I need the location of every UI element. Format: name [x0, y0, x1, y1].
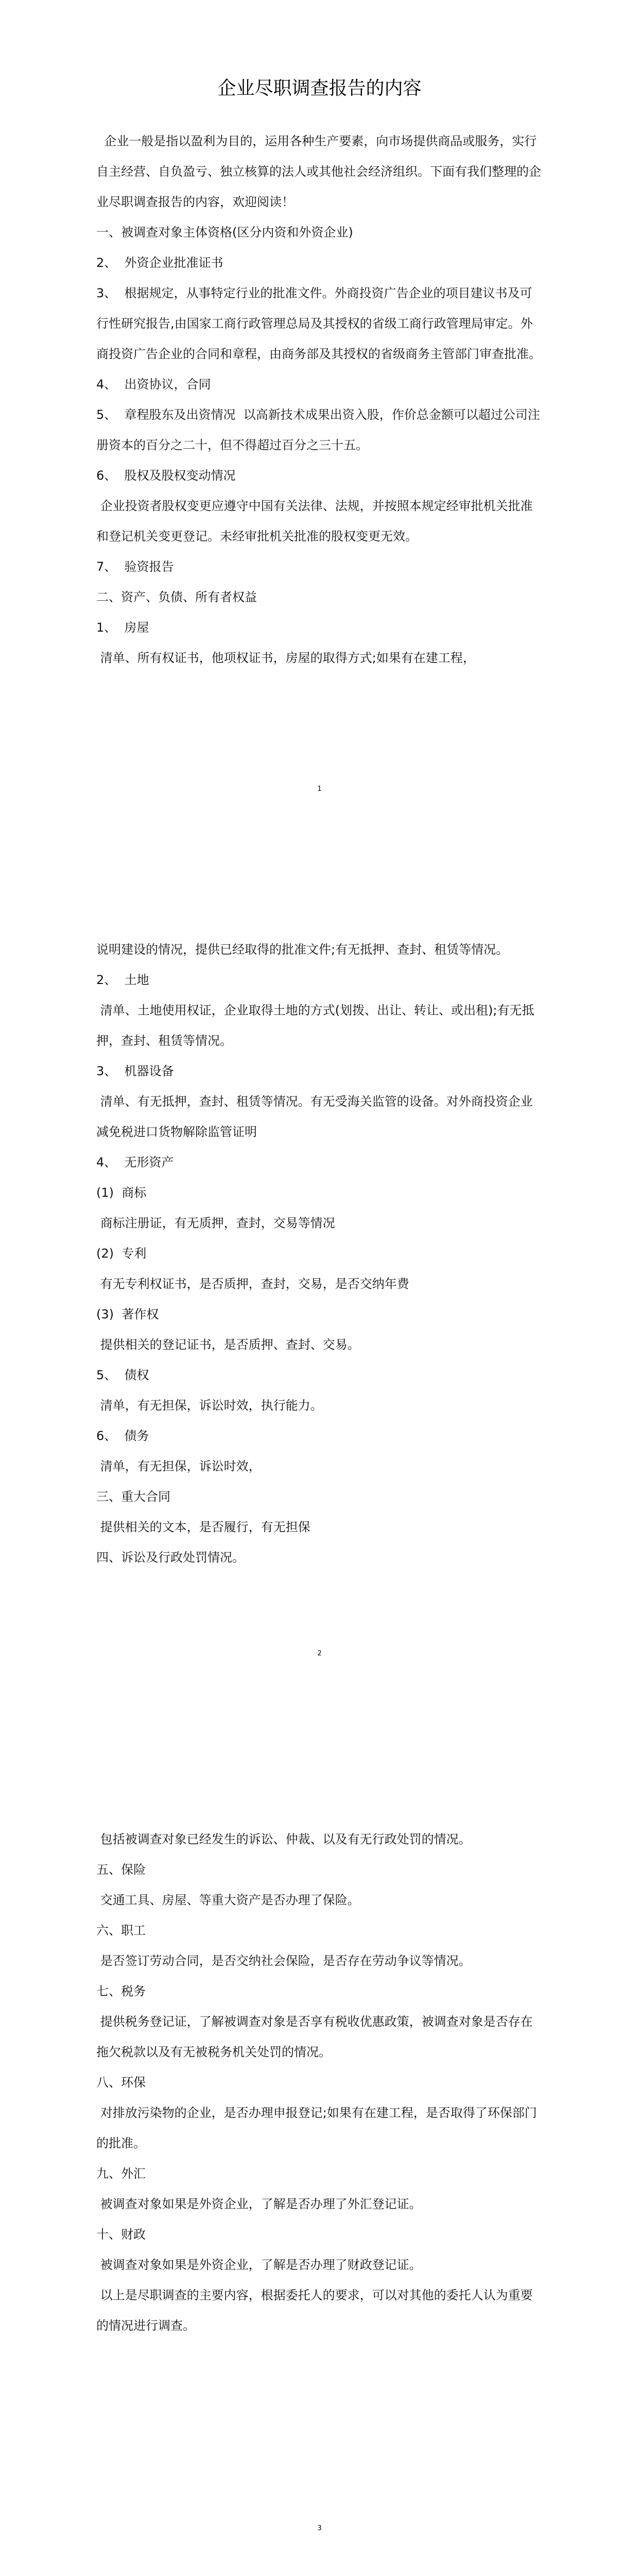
paragraph: 2、 外资企业批准证书	[96, 256, 223, 270]
paragraph: 交通工具、房屋、等重大资产是否办理了保险。	[96, 1893, 360, 1907]
paragraph: 二、资产、负债、所有者权益	[96, 590, 257, 604]
page-3-body	[96, 1824, 543, 2341]
paragraph: 企业投资者股权变更应遵守中国有关法律、法规，并按照本规定经审批机关批准和登记机关变更登记。未经审批机关批准的股权变更无效。	[96, 499, 533, 544]
paragraph: 以上是尽职调查的主要内容，根据委托人的要求，可以对其他的委托人认为重要的情况进行调查。	[96, 2288, 533, 2333]
paragraph: 五、保险	[96, 1862, 146, 1877]
paragraph: 3、 根据规定，从事特定行业的批准文件。外商投资广告企业的项目建议书及可行性研究报告,由国家工商行政管理总局及其授权的省级工商行政管理局审定。外商投资广告企业的合同和章程，由商务部及其授权的省级商务主管部门审查批准。	[96, 286, 541, 361]
paragraph: 3、 机器设备	[96, 1064, 174, 1078]
paragraph: 说明建设的情况，提供已经取得的批准文件;有无抵押、查封、租赁等情况。	[96, 942, 509, 957]
paragraph: 七、税务	[96, 1984, 146, 1998]
paragraph: 提供税务登记证，了解被调查对象是否享有税收优惠政策，被调查对象是否存在拖欠税款以及有无被税务机关处罚的情况。	[96, 2014, 533, 2059]
paragraph: 清单、土地使用权证，企业取得土地的方式(划拨、出让、转让、或出租);有无抵押，查封、租赁等情况。	[96, 1003, 534, 1048]
paragraph: 2、 土地	[96, 973, 149, 987]
paragraph: 九、外汇	[96, 2166, 146, 2181]
page-number: 3	[317, 2524, 322, 2532]
page-number: 2	[317, 1650, 322, 1657]
page-1	[0, 0, 639, 904]
page-number: 1	[317, 785, 322, 793]
paragraph: 清单，有无担保，诉讼时效，执行能力。	[96, 1398, 323, 1413]
paragraph: (3) 著作权	[96, 1307, 159, 1321]
paragraph: 被调查对象如果是外资企业，了解是否办理了外汇登记证。	[96, 2197, 422, 2211]
paragraph: 四、诉讼及行政处罚情况。	[96, 1550, 245, 1565]
paragraph: 6、 股权及股权变动情况	[96, 468, 236, 483]
paragraph: 提供相关的文本，是否履行，有无担保	[96, 1520, 310, 1534]
page-2	[0, 904, 639, 1807]
paragraph: 5、 章程股东及出资情况 以高新技术成果出资入股，作价总金额可以超过公司注册资本的百分之二十，但不得超过百分之三十五。	[96, 408, 540, 452]
paragraph: (2) 专利	[96, 1246, 147, 1261]
paragraph: 5、 债权	[96, 1368, 149, 1382]
paragraph: 清单、有无抵押，查封、租赁等情况。有无受海关监管的设备。对外商投资企业减免税进口货物解除监管证明	[96, 1094, 533, 1139]
paragraph: 提供相关的登记证书，是否质押、查封、交易。	[96, 1337, 360, 1352]
paragraph: 包括被调查对象已经发生的诉讼、仲裁、以及有无行政处罚的情况。	[96, 1832, 471, 1846]
paragraph: (1) 商标	[96, 1185, 147, 1200]
paragraph: 是否签订劳动合同，是否交纳社会保险，是否存在劳动争议等情况。	[96, 1954, 471, 1968]
paragraph: 4、 出资协议，合同	[96, 377, 211, 392]
page-3	[0, 1807, 639, 2576]
paragraph: 一、被调查对象主体资格(区分内资和外资企业)	[96, 225, 353, 240]
page-1-body	[96, 126, 543, 673]
document-title: 企业尽职调查报告的内容	[217, 78, 422, 99]
paragraph: 三、重大合同	[96, 1489, 170, 1504]
paragraph: 十、财政	[96, 2227, 146, 2242]
page-2-body	[96, 935, 543, 1573]
paragraph: 清单、所有权证书，他项权证书，房屋的取得方式;如果有在建工程，	[96, 651, 475, 665]
paragraph: 有无专利权证书，是否质押，查封，交易，是否交纳年费	[96, 1277, 409, 1291]
paragraph: 商标注册证，有无质押，查封，交易等情况	[96, 1216, 335, 1230]
paragraph: 八、环保	[96, 2075, 146, 2090]
paragraph: 4、 无形资产	[96, 1155, 174, 1170]
paragraph: 清单，有无担保，诉讼时效，	[96, 1459, 261, 1473]
paragraph: 被调查对象如果是外资企业，了解是否办理了财政登记证。	[96, 2258, 422, 2272]
paragraph: 6、 债务	[96, 1429, 149, 1443]
paragraph: 对排放污染物的企业，是否办理申报登记;如果有在建工程，是否取得了环保部门的批准。	[96, 2106, 537, 2150]
paragraph: 7、 验资报告	[96, 560, 174, 574]
paragraph: 六、职工	[96, 1923, 146, 1938]
paragraph: 企业一般是指以盈利为目的，运用各种生产要素，向市场提供商品或服务，实行自主经营、自负盈亏、独立核算的法人或其他社会经济组织。下面有我们整理的企业尽职调查报告的内容，欢迎阅读！	[96, 134, 541, 209]
paragraph: 1、 房屋	[96, 620, 149, 635]
